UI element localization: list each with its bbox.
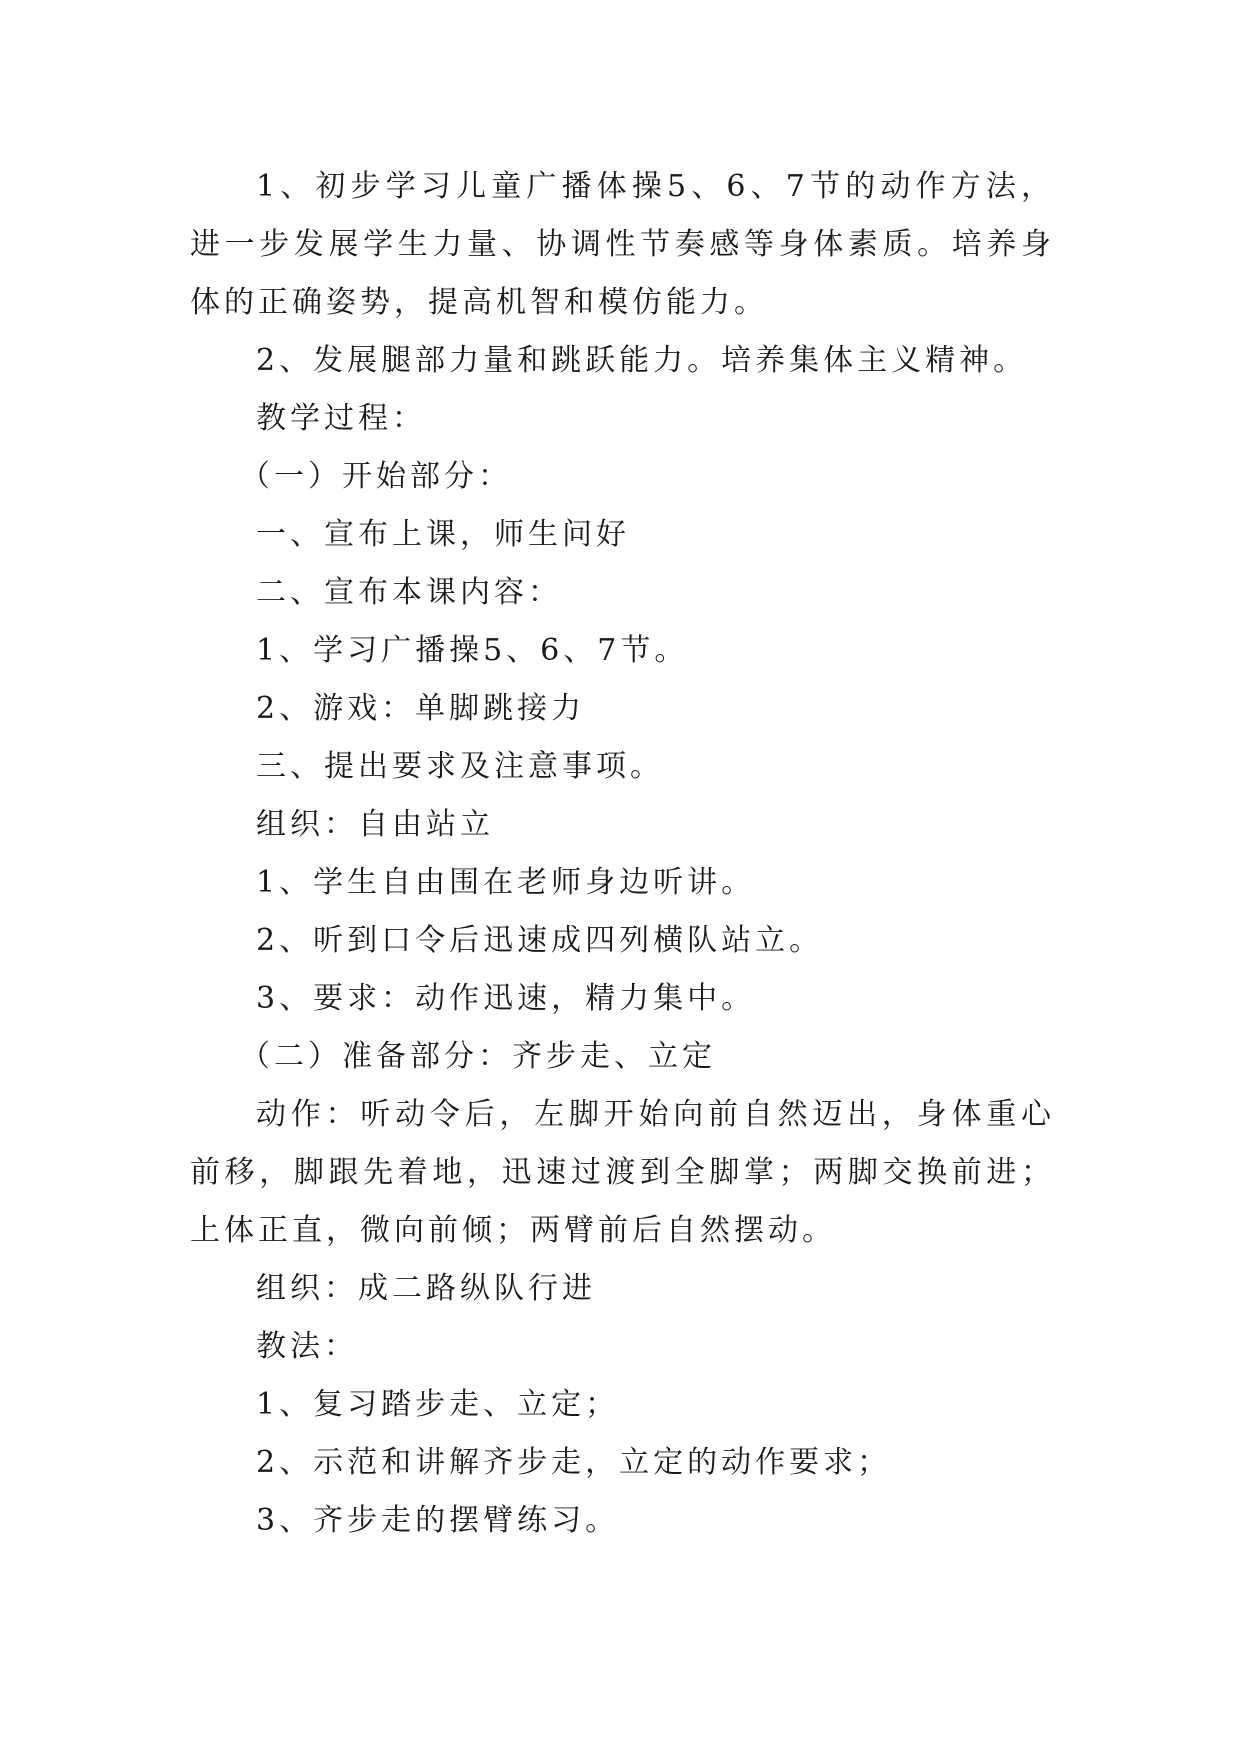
paragraph-method-item-2: 2、示范和讲解齐步走，立定的动作要求； — [256, 1445, 892, 1480]
document-body — [190, 158, 1055, 1550]
paragraph-step-announce-content: 二、宣布本课内容： — [256, 575, 562, 610]
paragraph-content-item-1: 1、学习广播操5、6、7节。 — [256, 633, 689, 668]
heading-part-two: （二）准备部分：齐步走、立定 — [240, 1039, 716, 1074]
paragraph-organization-1: 组织：自由站立 — [256, 807, 494, 842]
heading-part-one: （一）开始部分： — [240, 459, 512, 494]
paragraph-action: 动作：听动令后，左脚开始向前自然迈出，身体重心前移，脚跟先着地，迅速过渡到全脚掌；两脚交换前进；上体正直，微向前倾；两臂前后自然摆动。 — [190, 1097, 1055, 1248]
paragraph-content-item-2: 2、游戏：单脚跳接力 — [256, 691, 586, 726]
heading-teaching-process: 教学过程： — [256, 401, 426, 436]
heading-teaching-method: 教法： — [256, 1329, 358, 1364]
paragraph-objective-1: 1、初步学习儿童广播体操5、6、7节的动作方法，进一步发展学生力量、协调性节奏感等身体素质。培养身体的正确姿势，提高机智和模仿能力。 — [190, 169, 1055, 320]
paragraph-organization-item-2: 2、听到口令后迅速成四列横队站立。 — [256, 923, 824, 958]
paragraph-objective-2: 2、发展腿部力量和跳跃能力。培养集体主义精神。 — [256, 343, 1028, 378]
paragraph-method-item-1: 1、复习踏步走、立定； — [256, 1387, 620, 1422]
paragraph-step-announce-class: 一、宣布上课，师生问好 — [256, 517, 630, 552]
paragraph-organization-2: 组织：成二路纵队行进 — [256, 1271, 596, 1306]
paragraph-method-item-3: 3、齐步走的摆臂练习。 — [256, 1503, 620, 1538]
paragraph-organization-item-3: 3、要求：动作迅速，精力集中。 — [256, 981, 756, 1016]
paragraph-organization-item-1: 1、学生自由围在老师身边听讲。 — [256, 865, 756, 900]
paragraph-step-requirements: 三、提出要求及注意事项。 — [256, 749, 664, 784]
